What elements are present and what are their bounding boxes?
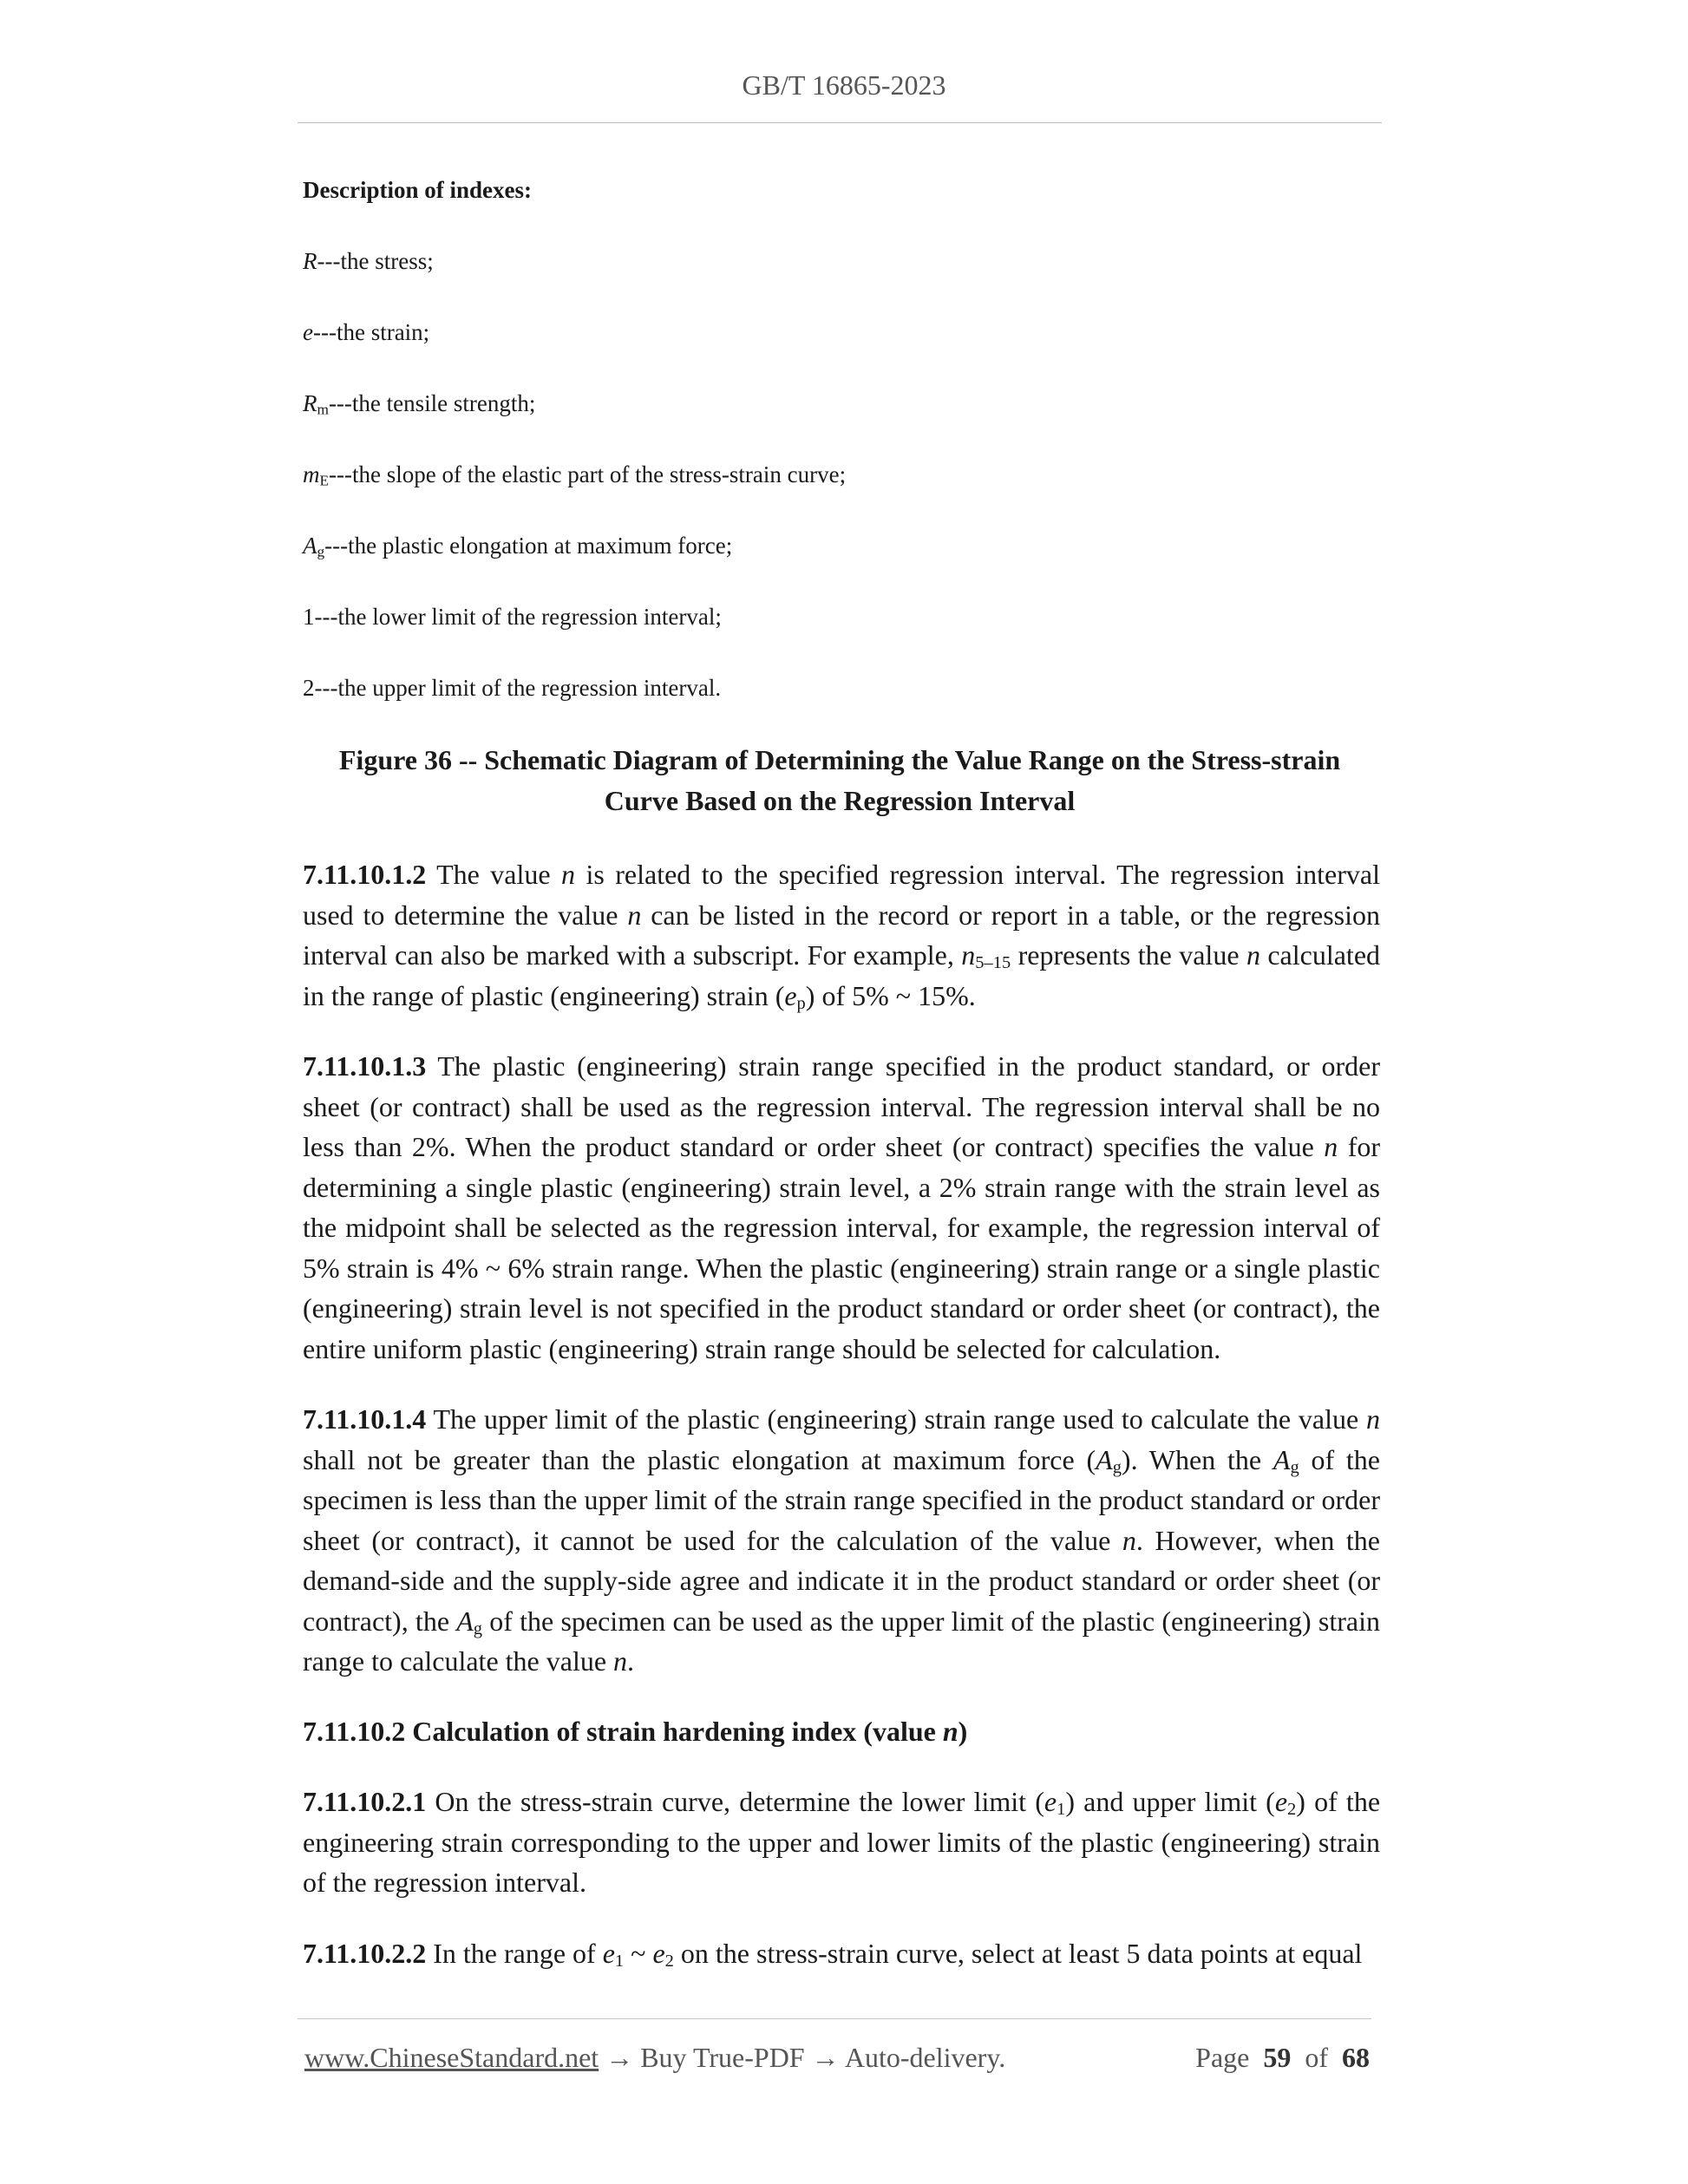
legend-text: ---the slope of the elastic part of the stress-strain curve; [329, 461, 847, 487]
clause-number: 7.11.10.2.2 [303, 1938, 427, 1969]
legend-text: ---the strain; [312, 319, 430, 345]
legend-item [303, 604, 1380, 630]
legend-text: ---the tensile strength; [328, 390, 536, 416]
legend-symbol: e [303, 319, 313, 345]
legend-symbol: A [303, 533, 317, 559]
auto-delivery-text: Auto-delivery. [844, 2042, 1006, 2073]
figure-caption-line: Curve Based on the Regression Interval [604, 784, 1076, 816]
footer-links [304, 2042, 1005, 2074]
legend-text: 1---the lower limit of the regression interval; [303, 604, 722, 630]
clause-number: 7.11.10.2.1 [303, 1786, 427, 1817]
clause-7-11-10-1-2: 7.11.10.1.2 The value n is related to the specified regression interval. The regression interval used to determine the value n can be listed in the record or report in a table, or the regression interval can also be marked with a subscript. For example, $n_{5-15}$ represents the value n calculated in the range of plastic (engineering) strain $(e_p)$ of 5% ~ 15%. [303, 859, 1381, 1013]
buy-pdf-link[interactable]: Buy True-PDF [640, 2042, 805, 2073]
clause-7-11-10-2-1: 7.11.10.2.1 On the stress-strain curve, determine the lower limit $(e_1)$ and upper limit $(e_2)$ of the engineering strain corresponding to the upper and lower limits of the plastic (engineering) strain of the regression interval. [303, 1786, 1381, 1898]
site-link[interactable]: www.ChineseStandard.net [304, 2042, 599, 2073]
arrow-right-icon: → [804, 2042, 845, 2073]
clause-7-11-10-2-2: 7.11.10.2.2 In the range of $e_1$ ~ $e_2$ on the stress-strain curve, select at least 5 data points at equal [303, 1938, 1363, 1971]
figure-caption [298, 740, 1382, 821]
page-header: GB/T 16865-2023 [742, 69, 946, 101]
header-rule [298, 122, 1382, 123]
clause-7-11-10-1-3: 7.11.10.1.3 The plastic (engineering) strain range specified in the product standard, or order sheet (or contract) shall be used as the regression interval. The regression interval shall be no less than 2%. When the product standard or order sheet (or contract) specifies the value n for determining a single plastic (engineering) strain level, a 2% strain range with the strain level as the midpoint shall be selected as the regression interval, for example, the regression interval of 5% strain is 4% ~ 6% strain range. When the plastic (engineering) strain range or a single plastic (engineering) strain level is not specified in the product standard or order sheet (or contract), the entire uniform plastic (engineering) strain range should be selected for calculation. [303, 1050, 1381, 1364]
legend-text: ---the stress; [317, 248, 434, 274]
legend-item [303, 675, 1380, 701]
legend-text: 2---the upper limit of the regression interval. [303, 675, 722, 701]
legend-subscript: E [319, 472, 330, 489]
legend-symbol: m [303, 461, 320, 487]
legend-item [303, 248, 1380, 274]
section-heading: 7.11.10.2 Calculation of strain hardening index (value n) [303, 1716, 968, 1747]
legend-symbol: R [303, 390, 317, 416]
legend-item [303, 319, 1380, 345]
clause-number: 7.11.10.1.4 [303, 1403, 427, 1435]
legend-item [303, 390, 1380, 416]
footer-rule [298, 2018, 1371, 2019]
legend-subscript: g [317, 543, 325, 560]
clause-number: 7.11.10.1.2 [303, 859, 427, 890]
legend-symbol: R [303, 248, 317, 274]
legend-item [303, 461, 1380, 487]
legend-text: ---the plastic elongation at maximum force; [324, 533, 733, 559]
figure-caption-line: Figure 36 -- Schematic Diagram of Determining the Value Range on the Stress-strain [338, 744, 1341, 775]
legend-item [303, 533, 1380, 559]
page-number: Page 59 of 68 [1195, 2042, 1370, 2073]
clause-number: 7.11.10.1.3 [303, 1050, 427, 1082]
legend-title: Description of indexes: [303, 177, 532, 203]
total-pages: 68 [1342, 2042, 1370, 2073]
arrow-right-icon: → [599, 2042, 641, 2073]
clause-7-11-10-1-4: 7.11.10.1.4 The upper limit of the plastic (engineering) strain range used to calculate the value n shall not be greater than the plastic elongation at maximum force $(A_g)$. When the $A_g$ of the specimen is less than the upper limit of the strain range specified in the product standard or order sheet (or contract), it cannot be used for the calculation of the value n. However, when the demand-side and the supply-side agree and indicate it in the product standard or order sheet (or contract), the $A_g$ of the specimen can be used as the upper limit of the plastic (engineering) strain range to calculate the value n. [303, 1403, 1381, 1677]
legend-subscript: m [317, 401, 329, 418]
current-page: 59 [1263, 2042, 1292, 2073]
